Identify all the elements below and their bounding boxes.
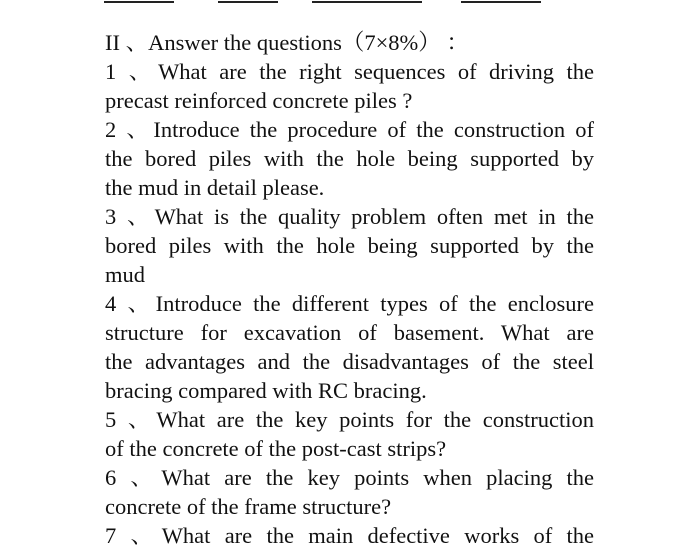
text-line: 6 、What are the key points when placing the [105, 465, 594, 490]
text-line: bracing compared with RC bracing. [105, 378, 427, 403]
text-line: the mud in detail please. [105, 175, 325, 200]
text-line: the advantages and the disadvantages of the steel [105, 349, 594, 374]
text-line: structure for excavation of basement. What are [105, 320, 594, 345]
text-line: bored piles with the hole being supported by the [105, 233, 594, 258]
text-line: the bored piles with the hole being supported by [105, 146, 594, 171]
cropped-previous-line [104, 0, 594, 5]
text-line: 4 、Introduce the different types of the enclosure [105, 291, 594, 316]
text-line: concrete of the frame structure? [105, 494, 392, 519]
text-line: mud [105, 262, 146, 287]
section-heading: II 、Answer the questions（7×8%） ： [105, 30, 469, 55]
question-list [105, 57, 594, 550]
text-line: 3 、What is the quality problem often met in the [105, 204, 594, 229]
text-line: precast reinforced concrete piles ? [105, 88, 413, 113]
text-line: 2 、Introduce the procedure of the construction of [105, 117, 594, 142]
text-line: of the concrete of the post-cast strips? [105, 436, 447, 461]
text-line: 7 、What are the main defective works of the [105, 523, 594, 548]
text-line: 1 、What are the right sequences of driving the [105, 59, 594, 84]
text-line: 5 、What are the key points for the construction [105, 407, 594, 432]
document-page [105, 28, 594, 550]
